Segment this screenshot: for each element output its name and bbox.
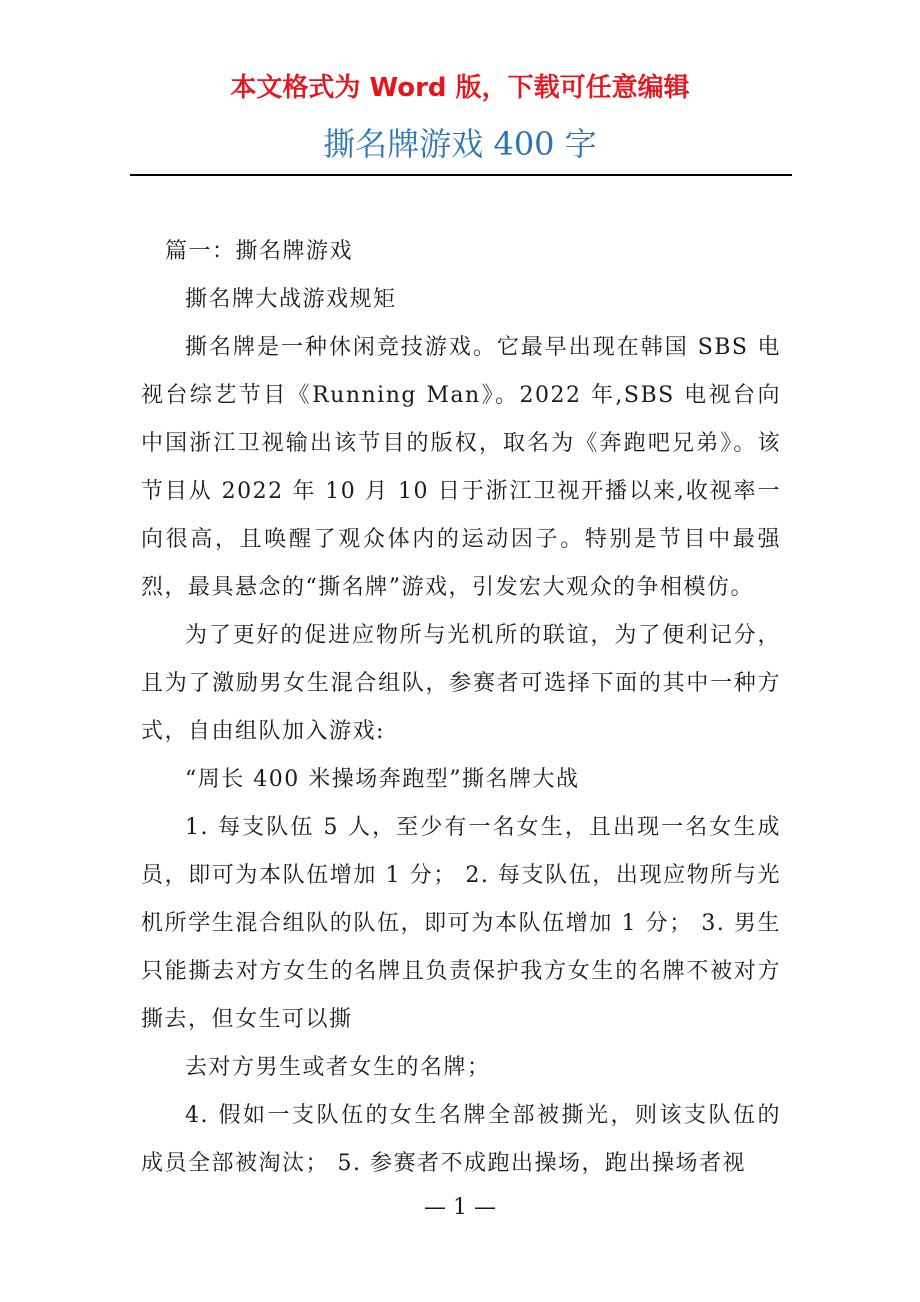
paragraph: “周长 400 米操场奔跑型”撕名牌大战: [185, 767, 580, 792]
paragraph: 撕名牌大战游戏规矩: [185, 287, 397, 312]
paragraph: 去对方男生或者女生的名牌；: [185, 1055, 491, 1080]
paragraph: 撕名牌是一种休闲竞技游戏。它最早出现在韩国 SBS 电视台综艺节目《Running Man》。2022 年,SBS 电视台向中国浙江卫视输出该节目的版权，取名为《奔跑吧兄弟》。该节目从 2022 年 10 月 10 日于浙江卫视开播以来,收视率一向很高，且唤醒了观众体内的运动因子。特别是节目中最强烈，最具悬念的“撕名牌”游戏，引发宏大观众的争相模仿。: [141, 335, 781, 600]
page-number: — 1 —: [424, 1195, 496, 1220]
title-divider: [130, 174, 792, 176]
paragraph: 为了更好的促进应物所与光机所的联谊，为了便利记分，且为了激励男女生混合组队，参赛者可选择下面的其中一种方式，自由组队加入游戏:: [141, 623, 781, 744]
paragraph: 1. 每支队伍 5 人，至少有一名女生，且出现一名女生成员，即可为本队伍增加 1 分； 2. 每支队伍，出现应物所与光机所学生混合组队的队伍，即可为本队伍增加 1 分； 3. 男生只能撕去对方女生的名牌且负责保护我方女生的名牌不被对方撕去，但女生可以撕: [141, 815, 781, 1032]
paragraph: 4. 假如一支队伍的女生名牌全部被撕光，则该支队伍的成员全部被淘汰； 5. 参赛者不成跑出操场，跑出操场者视: [141, 1103, 781, 1176]
download-banner: 本文格式为 Word 版，下载可任意编辑: [230, 73, 690, 103]
document-title: 撕名牌游戏 400 字: [323, 125, 597, 163]
document-body: [141, 228, 781, 1188]
section-heading: 篇一：撕名牌游戏: [165, 239, 354, 264]
